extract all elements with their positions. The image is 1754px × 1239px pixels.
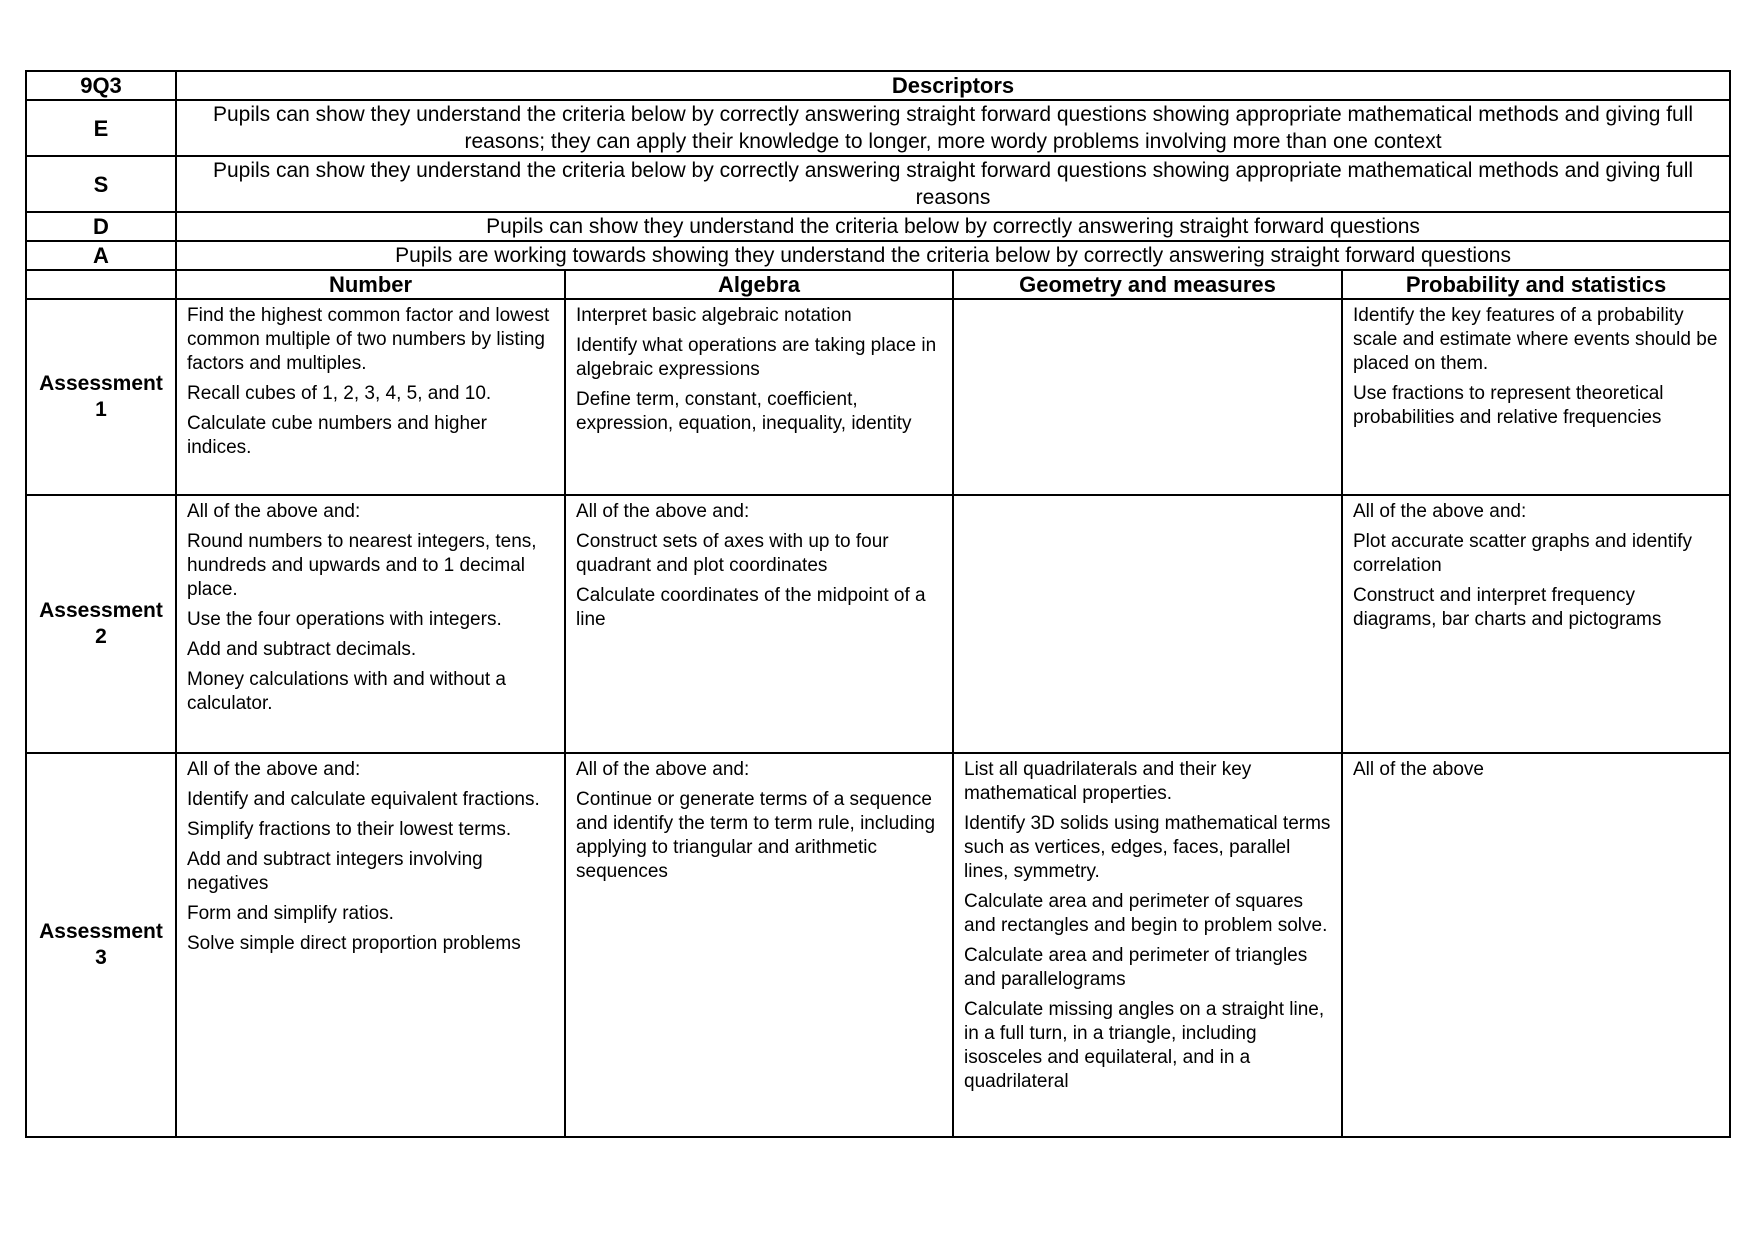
level-row-a <box>26 241 1730 270</box>
assessment-label <box>26 495 176 753</box>
level-label: D <box>26 212 176 241</box>
criterion: All of the above <box>1353 759 1484 780</box>
number-cell <box>176 753 565 1137</box>
criterion: Use the four operations with integers. <box>187 609 502 630</box>
level-description: Pupils can show they understand the criteria below by correctly answering straight forward questions showing appropriate mathematical methods and giving full reasons <box>176 156 1730 212</box>
level-label: A <box>26 241 176 270</box>
code-cell: 9Q3 <box>26 71 176 100</box>
algebra-cell <box>565 495 953 753</box>
criterion: Calculate area and perimeter of squares and rectangles and begin to problem solve. <box>964 891 1328 936</box>
header-row <box>26 71 1730 100</box>
column-header-algebra: Algebra <box>565 270 953 299</box>
level-row-d <box>26 212 1730 241</box>
geometry-cell <box>953 299 1342 495</box>
blank-corner-cell <box>26 270 176 299</box>
column-header-probability: Probability and statistics <box>1342 270 1730 299</box>
criterion: All of the above and: <box>187 501 361 522</box>
criterion: Define term, constant, coefficient, expression, equation, inequality, identity <box>576 389 912 434</box>
criterion: Calculate coordinates of the midpoint of a line <box>576 585 926 630</box>
level-label: E <box>26 100 176 156</box>
assessment-label <box>26 299 176 495</box>
criterion: Calculate missing angles on a straight line, in a full turn, in a triangle, including isosceles and equilateral, and in a quadrilateral <box>964 999 1325 1092</box>
assessment-row-1 <box>26 299 1730 495</box>
algebra-cell <box>565 753 953 1137</box>
assessment-label-number: 1 <box>95 398 107 421</box>
criterion: Add and subtract integers involving negatives <box>187 849 483 894</box>
level-row-e <box>26 100 1730 156</box>
criterion: Round numbers to nearest integers, tens, hundreds and upwards and to 1 decimal place. <box>187 531 537 600</box>
assessment-row-3 <box>26 753 1730 1137</box>
probability-cell <box>1342 299 1730 495</box>
criterion: All of the above and: <box>187 759 361 780</box>
algebra-cell <box>565 299 953 495</box>
assessment-label-word: Assessment <box>39 920 163 943</box>
criterion: All of the above and: <box>576 759 750 780</box>
criterion: Identify 3D solids using mathematical terms such as vertices, edges, faces, parallel lines, symmetry. <box>964 813 1331 882</box>
assessment-label-number: 3 <box>95 946 107 969</box>
criterion: Interpret basic algebraic notation <box>576 305 852 326</box>
criterion: Identify and calculate equivalent fractions. <box>187 789 540 810</box>
criterion: Plot accurate scatter graphs and identify correlation <box>1353 531 1693 576</box>
criterion: Add and subtract decimals. <box>187 639 417 660</box>
level-description: Pupils can show they understand the criteria below by correctly answering straight forward questions <box>176 212 1730 241</box>
criterion: Identify what operations are taking place in algebraic expressions <box>576 335 937 380</box>
criterion: List all quadrilaterals and their key mathematical properties. <box>964 759 1252 804</box>
assessment-row-2 <box>26 495 1730 753</box>
criterion: All of the above and: <box>576 501 750 522</box>
criterion: Find the highest common factor and lowest common multiple of two numbers by listing factors and multiples. <box>187 305 550 374</box>
probability-cell <box>1342 753 1730 1137</box>
criterion: Continue or generate terms of a sequence and identify the term to term rule, including applying to triangular and arithmetic sequences <box>576 789 936 882</box>
geometry-cell <box>953 753 1342 1137</box>
level-row-s <box>26 156 1730 212</box>
level-label: S <box>26 156 176 212</box>
number-cell <box>176 299 565 495</box>
criterion: Simplify fractions to their lowest terms. <box>187 819 512 840</box>
assessment-label-word: Assessment <box>39 599 163 622</box>
criteria-table <box>25 70 1731 1138</box>
criterion: Use fractions to represent theoretical probabilities and relative frequencies <box>1353 383 1664 428</box>
assessment-label <box>26 753 176 1137</box>
geometry-cell <box>953 495 1342 753</box>
criterion: Construct and interpret frequency diagrams, bar charts and pictograms <box>1353 585 1662 630</box>
assessment-label-word: Assessment <box>39 372 163 395</box>
criterion: Identify the key features of a probability scale and estimate where events should be placed on them. <box>1353 305 1718 374</box>
descriptors-heading: Descriptors <box>176 71 1730 100</box>
criterion: Solve simple direct proportion problems <box>187 933 521 954</box>
column-header-number: Number <box>176 270 565 299</box>
criterion: Recall cubes of 1, 2, 3, 4, 5, and 10. <box>187 383 492 404</box>
criterion: Calculate area and perimeter of triangles and parallelograms <box>964 945 1308 990</box>
criterion: All of the above and: <box>1353 501 1527 522</box>
assessment-label-number: 2 <box>95 625 107 648</box>
criterion: Construct sets of axes with up to four quadrant and plot coordinates <box>576 531 889 576</box>
probability-cell <box>1342 495 1730 753</box>
criterion: Form and simplify ratios. <box>187 903 394 924</box>
level-description: Pupils can show they understand the criteria below by correctly answering straight forward questions showing appropriate mathematical methods and giving full reasons; they can apply their knowledge to longer, more wordy problems involving more than one context <box>176 100 1730 156</box>
number-cell <box>176 495 565 753</box>
column-header-geometry: Geometry and measures <box>953 270 1342 299</box>
column-header-row <box>26 270 1730 299</box>
criterion: Calculate cube numbers and higher indices. <box>187 413 487 458</box>
criterion: Money calculations with and without a calculator. <box>187 669 506 714</box>
level-description: Pupils are working towards showing they understand the criteria below by correctly answering straight forward questions <box>176 241 1730 270</box>
